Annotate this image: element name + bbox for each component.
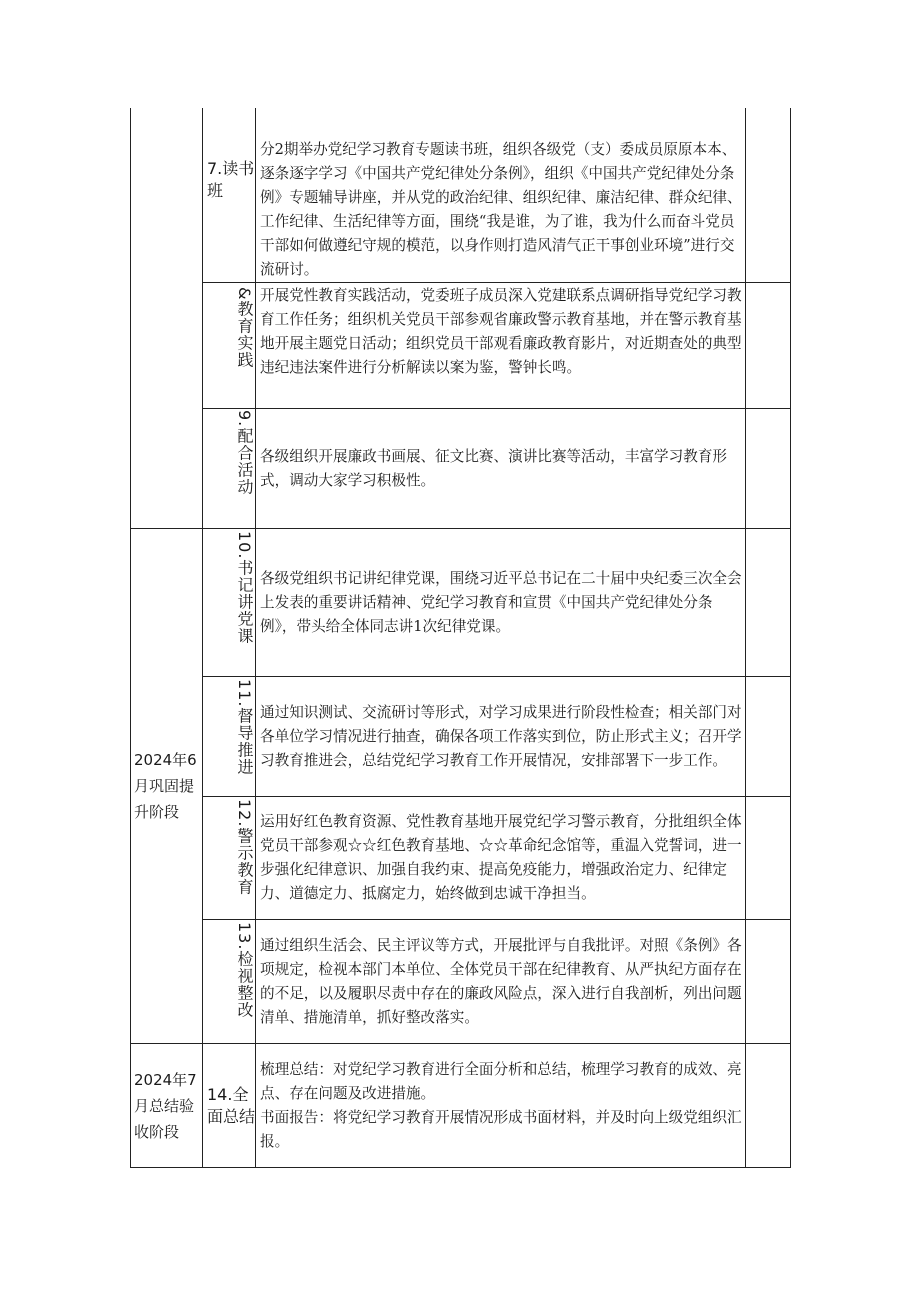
content-text: 分2期举办党纪学习教育专题读书班，组织各级党（支）委成员原原本本、逐条逐字学习《中国共产党纪律处分条例》，组织《中国共产党纪律处分条例》专题辅导讲座，并从党的政治纪律、组织纪律、廉洁纪律、群众纪律、工作纪律、生活纪律等方面，围绕“我是谁，为了谁，我为什么而奋斗党员干部如何做遵纪守规的模范，以身作则打造风清气正干事创业环境”进行交流研讨。 <box>260 141 742 278</box>
remark-cell <box>746 920 790 1043</box>
content-text: 开展党性教育实践活动，党委班子成员深入党建联系点调研指导党纪学习教育工作任务；组织机关党员干部参观省廉政警示教育基地，并在警示教育基地开展主题党日活动；组织党员干部观看廉政教育影片，对近期查处的典型违纪违法案件进行分析解读以案为鉴，警钟长鸣。 <box>260 287 742 376</box>
stage-cell-continued <box>131 108 202 528</box>
remark-cell <box>746 108 790 282</box>
stage-cell-summary <box>131 1044 202 1167</box>
item-cell <box>203 287 255 406</box>
content-cell <box>256 677 745 796</box>
remark-cell <box>746 797 790 919</box>
content-cell <box>256 797 745 919</box>
item-label: 11.督导推进 <box>235 679 254 776</box>
item-label: 12.警示教育 <box>235 799 254 896</box>
table-bottom-line <box>130 1167 791 1168</box>
stage-cell-consolidation <box>131 529 202 1043</box>
item-label: 13.检视整改 <box>235 922 254 1019</box>
remark-cell <box>746 1044 790 1167</box>
item-label: 9.配合活动 <box>235 410 254 496</box>
item-cell <box>203 410 255 526</box>
content-text: 各级党组织书记讲纪律党课，围绕习近平总书记在二十届中央纪委三次全会上发表的重要讲话精神、党纪学习教育和宣贯《中国共产党纪律处分条例》，带头给全体同志讲1次纪律党课。 <box>260 569 742 635</box>
col-line-right <box>790 108 791 1168</box>
content-text: 运用好红色教育资源、党性教育基地开展党纪学习警示教育，分批组织全体党员干部参观☆☆红色教育基地、☆☆革命纪念馆等，重温入党誓词，进一步强化纪律意识、加强自我约束、提高免疫能力，增强政治定力、纪律定力、道德定力、抵腐定力，始终做到忠诚干净担当。 <box>260 813 742 902</box>
row-line <box>202 282 791 283</box>
item-label: 7.读书班 <box>207 159 255 200</box>
content-cell <box>256 138 745 282</box>
item-cell <box>203 679 255 794</box>
stage-label: 2024年7月总结验收阶段 <box>134 1070 197 1141</box>
content-text: 各级组织开展廉政书画展、征文比赛、演讲比赛等活动，丰富学习教育形式，调动大家学习积极性。 <box>260 447 728 489</box>
item-cell <box>203 922 255 1041</box>
remark-cell <box>746 409 790 528</box>
content-cell <box>256 409 745 528</box>
content-text-report: 书面报告：将党纪学习教育开展情况形成书面材料，并及时向上级党组织汇报。 <box>260 1108 742 1150</box>
item-cell <box>203 799 255 917</box>
remark-cell <box>746 283 790 408</box>
content-text: 梳理总结：对党纪学习教育进行全面分析和总结，梳理学习教育的成效、亮点、存在问题及改进措施。 <box>260 1060 742 1102</box>
item-label: 14.全面总结 <box>207 1084 256 1126</box>
content-cell <box>256 920 745 1043</box>
item-label: &教育实践 <box>235 287 254 369</box>
stage-label: 2024年6月巩固提升阶段 <box>134 751 197 821</box>
content-cell <box>256 529 745 676</box>
content-text: 通过知识测试、交流研讨等形式，对学习成果进行阶段性检查；相关部门对各单位学习情况进行抽查，确保各项工作落实到位，防止形式主义；召开学习教育推进会，总结党纪学习教育工作开展情况，安排部署下一步工作。 <box>260 703 742 769</box>
content-text: 通过组织生活会、民主评议等方式，开展批评与自我批评。对照《条例》各项规定，检视本部门本单位、全体党员干部在纪律教育、从严执纪方面存在的不足，以及履职尽责中存在的廉政风险点，深入进行自我剖析，列出问题清单、措施清单，抓好整改落实。 <box>260 936 742 1026</box>
content-cell <box>256 1044 745 1167</box>
content-cell <box>256 284 745 408</box>
remark-cell <box>746 677 790 796</box>
item-cell <box>203 531 255 674</box>
item-label: 10.书记讲党课 <box>235 531 254 645</box>
remark-cell <box>746 529 790 676</box>
item-cell <box>203 1044 255 1167</box>
item-cell <box>203 158 255 278</box>
